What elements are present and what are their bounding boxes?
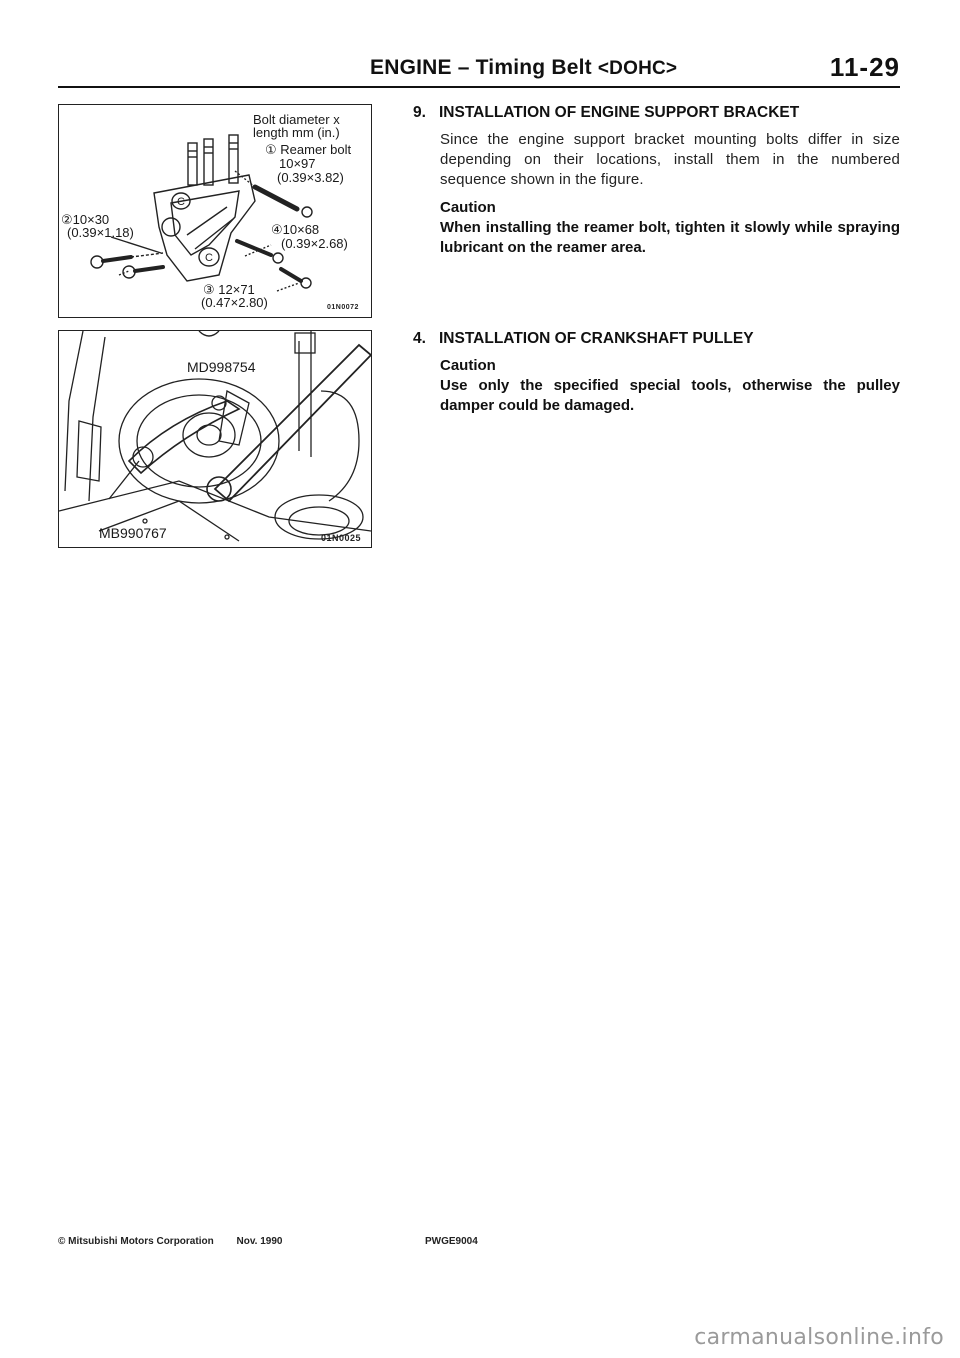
section-title: INSTALLATION OF ENGINE SUPPORT BRACKET xyxy=(439,104,800,121)
caution-text: Use only the specified special tools, otherwise the pulley damper could be damaged. xyxy=(440,377,900,414)
section-crankshaft-pulley xyxy=(413,330,900,416)
watermark[interactable]: carmanualsonline.info xyxy=(694,1325,944,1350)
section-heading xyxy=(413,104,900,122)
tool-label-holder-bar: MD998754 xyxy=(187,359,256,375)
caution-text: When installing the reamer bolt, tighten it slowly while spraying lubricant on the reamer area. xyxy=(440,219,900,256)
section-body: Since the engine support bracket mounting bolts differ in size depending on their locations, install them in the numbered sequence shown in the figure. xyxy=(440,131,900,188)
section-title: INSTALLATION OF CRANKSHAFT PULLEY xyxy=(439,330,754,347)
tool-label-pulley-holder: MB990767 xyxy=(99,525,167,541)
figure2-code: 01N0025 xyxy=(321,533,362,543)
bracket-bolt-figure xyxy=(58,104,372,318)
section-number: 9. xyxy=(413,104,426,121)
bolt3-size: ③ 12×71 xyxy=(203,282,255,297)
svg-text:C: C xyxy=(177,196,185,208)
title-text: ENGINE – Timing Belt xyxy=(370,56,592,79)
page-title xyxy=(370,56,677,80)
bolt3-inch: (0.47×2.80) xyxy=(201,295,268,310)
title-subtitle: <DOHC> xyxy=(597,58,678,79)
svg-text:C: C xyxy=(205,252,213,264)
bolt4-size: ④10×68 xyxy=(271,222,320,237)
caution-label: Caution xyxy=(440,199,496,216)
section-support-bracket xyxy=(413,104,900,258)
section-heading xyxy=(413,330,900,348)
bolt2-inch: (0.39×1.18) xyxy=(67,225,134,240)
bolt1-size: 10×97 xyxy=(279,156,316,171)
footer-code: PWGE9004 xyxy=(425,1236,478,1247)
page-number: 11-29 xyxy=(829,52,900,82)
copyright-text: © Mitsubishi Motors Corporation xyxy=(58,1236,214,1247)
pulley-tool-figure xyxy=(58,330,372,548)
footer-date: Nov. 1990 xyxy=(236,1236,283,1247)
caption-line1: Bolt diameter x xyxy=(253,112,340,127)
bolt2-size: ②10×30 xyxy=(61,212,110,227)
caution-label: Caution xyxy=(440,357,496,374)
footer-copyright xyxy=(58,1236,282,1247)
bolt1-label: ① Reamer bolt xyxy=(265,142,352,157)
bolt4-inch: (0.39×2.68) xyxy=(281,236,348,251)
figure1-code: 01N0072 xyxy=(327,304,359,311)
section-number: 4. xyxy=(413,330,426,347)
page-header xyxy=(58,52,900,88)
bolt1-inch: (0.39×3.82) xyxy=(277,170,344,185)
caption-line2: length mm (in.) xyxy=(253,125,340,140)
